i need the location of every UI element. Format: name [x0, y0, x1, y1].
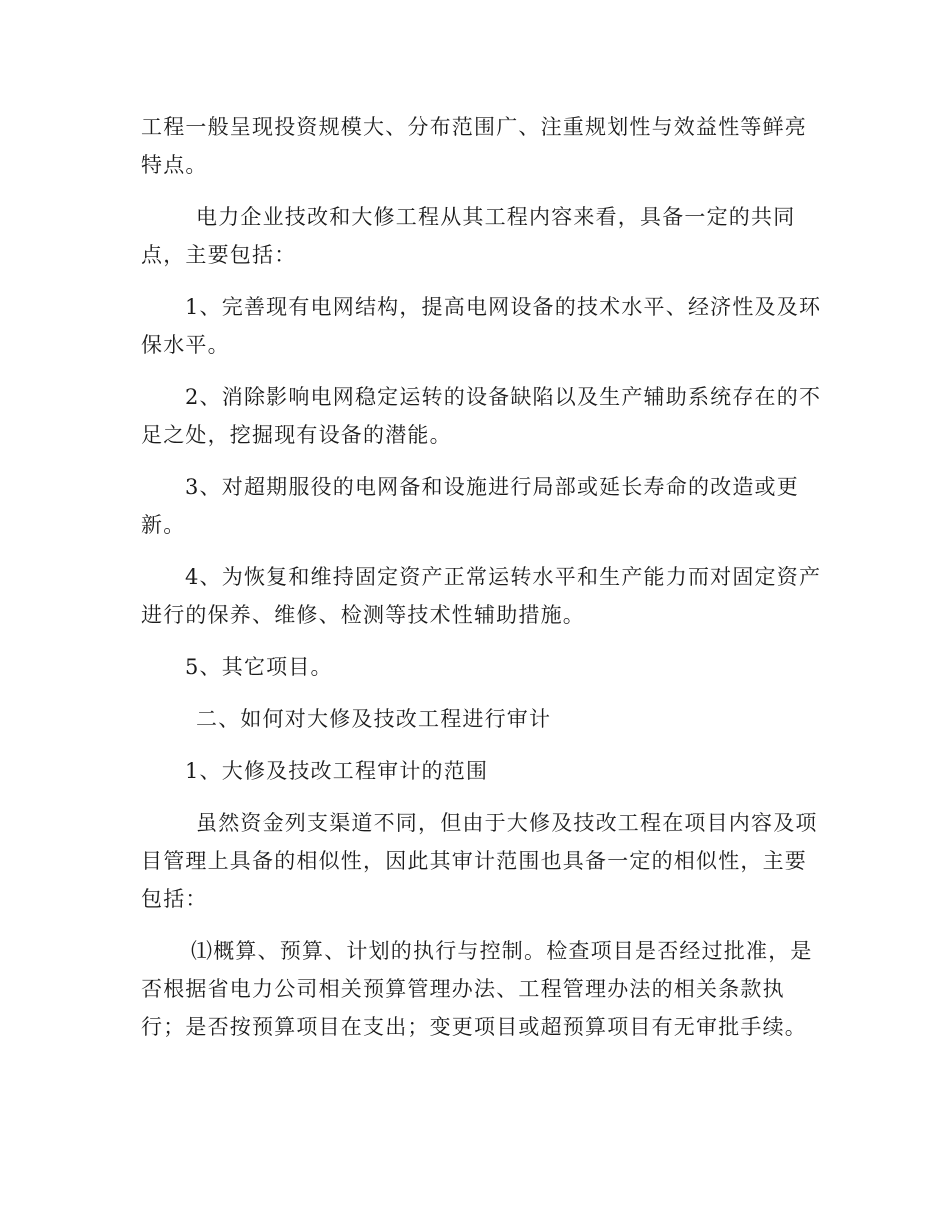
paragraph-line: 行；是否按预算项目在支出；变更项目或超预算项目有无审批手续。 — [141, 1015, 807, 1039]
paragraph-line: 点，主要包括： — [141, 243, 297, 267]
section-heading: 二、如何对大修及技改工程进行审计 — [196, 707, 552, 731]
paragraph-line: 保水平。 — [141, 333, 230, 357]
paragraph-line: 否根据省电力公司相关预算管理办法、工程管理办法的相关条款执 — [141, 977, 785, 1001]
paragraph-line: 新。 — [141, 513, 186, 537]
paragraph-line: 3、对超期服役的电网备和设施进行局部或延长寿命的改造或更 — [185, 475, 799, 499]
subsection-heading: 1、大修及技改工程审计的范围 — [185, 759, 489, 783]
paragraph-line: 目管理上具备的相似性，因此其审计范围也具备一定的相似性，主要 — [141, 849, 807, 873]
paragraph-line: 足之处，挖掘现有设备的潜能。 — [141, 423, 452, 447]
paragraph-line: 工程一般呈现投资规模大、分布范围广、注重规划性与效益性等鲜亮 — [141, 115, 807, 139]
paragraph-line: 虽然资金列支渠道不同，但由于大修及技改工程在项目内容及项 — [196, 811, 818, 835]
paragraph-line: 5、其它项目。 — [185, 655, 333, 679]
paragraph-line: 4、为恢复和维持固定资产正常运转水平和生产能力而对固定资产 — [185, 565, 822, 589]
paragraph-line: 进行的保养、维修、检测等技术性辅助措施。 — [141, 603, 585, 627]
paragraph-line: 电力企业技改和大修工程从其工程内容来看，具备一定的共同 — [196, 205, 796, 229]
paragraph-line: 包括： — [141, 887, 208, 911]
paragraph-line: 1、完善现有电网结构，提高电网设备的技术水平、经济性及及环 — [185, 295, 822, 319]
paragraph-line: 2、消除影响电网稳定运转的设备缺陷以及生产辅助系统存在的不 — [185, 385, 822, 409]
paragraph-line: ⑴概算、预算、计划的执行与控制。检查项目是否经过批准，是 — [191, 939, 813, 963]
paragraph-line: 特点。 — [141, 153, 208, 177]
